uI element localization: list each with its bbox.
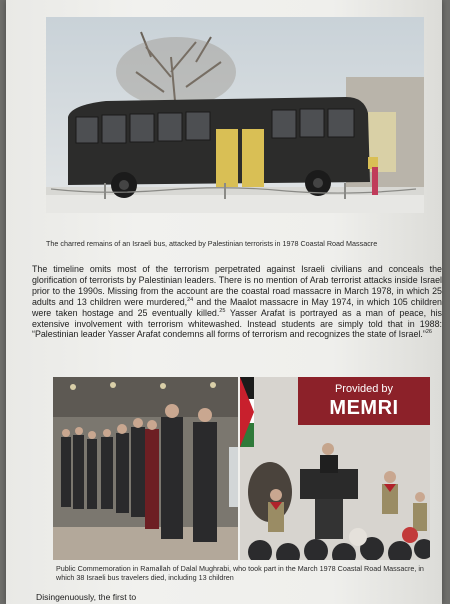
commemoration-photo-caption: Public Commemoration in Ramallah of Dalal Mughrabi, who took part in the March 1978 Coastal Road Massacre, in which 38 Israeli bus travelers died, including 13 children	[56, 564, 424, 582]
next-paragraph-start: Disingenuously, the first to	[36, 592, 137, 602]
book-page	[6, 0, 442, 604]
body-text-part-2: and the Maalot massacre in May 1974, in which 105 children were taken hostage and 25 eventually killed.	[32, 296, 442, 318]
body-text-part-1: The timeline omits most of the terrorism perpetrated against Israeli civilians and conceals the glorification of terrorists by Palestinian leaders. There is no mention of Arab terrorist attacks inside Israel prior to the 1990s. Missing from the account are the coastal road massacre in March 1978, in which 25 adults and 13 children were murdered,	[32, 264, 442, 307]
bus-photo	[46, 17, 424, 213]
commemoration-photo-stage	[240, 377, 430, 560]
body-text-part-3: Yasser Arafat is portrayed as a man of peace, his extensive involvement with terrorism whitewashed. Instead students are simply told that in 1988: “Palestinian leader Yasser Arafat condemns all forms of terrorism and recognizes the state of Israel.”	[32, 307, 442, 340]
banner-provided-by: Provided by	[334, 383, 394, 395]
body-paragraph	[32, 264, 442, 340]
footnote-ref-25: 25	[219, 307, 226, 314]
footnote-ref-24: 24	[187, 296, 194, 303]
bus-photo-caption: The charred remains of an Israeli bus, attacked by Palestinian terrorists in 1978 Coastal Road Massacre	[46, 239, 378, 248]
memri-banner	[298, 377, 430, 425]
commemoration-photo-officials	[53, 377, 238, 560]
footnote-ref-26: 26	[425, 329, 432, 336]
banner-memri-logo: MEMRI	[329, 397, 399, 419]
